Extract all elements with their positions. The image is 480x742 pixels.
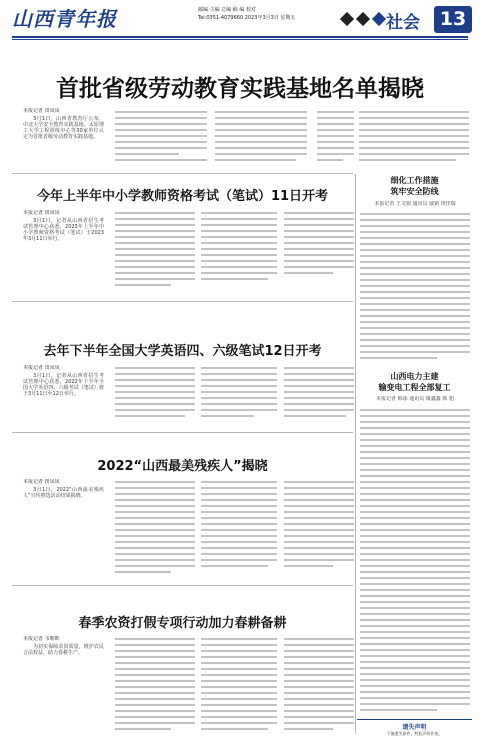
- notice-text: 不慎遗失原件，特此声明作废。: [386, 731, 443, 736]
- lead-story-author: 本报记者 田凤凤: [23, 108, 60, 114]
- article-author: 本报记者 田凤凤: [23, 479, 60, 485]
- article-headline: 今年上半年中小学教师资格考试（笔试）11日开考: [36, 189, 329, 204]
- article-body: [201, 638, 277, 738]
- main-headline: 首批省级劳动教育实践基地名单揭晓: [56, 76, 424, 102]
- article-author: 本报记者 田凤凤: [23, 210, 60, 216]
- article-body: [284, 481, 354, 577]
- lead-story-body: [215, 111, 307, 167]
- article-headline: 2022“山西最美残疾人”揭晓: [97, 459, 268, 474]
- masthead-info-line2: Tel:0351-4079660 2023年3月3日 星期五: [198, 15, 296, 21]
- lead-story-body: [317, 111, 354, 167]
- article-headline: 春季农资打假专项行动加力春耕备耕: [78, 616, 287, 631]
- lead-story-column: [23, 108, 104, 168]
- article-lead: 3月1日，记者从山西省招生考试管理中心获悉，2023年上半年中小学教师资格考试（笔试）于2023年3月11日举行。: [23, 218, 104, 242]
- masthead: [0, 0, 480, 44]
- lead-story-body: [115, 111, 207, 167]
- article-body: [201, 367, 277, 425]
- article-column: [23, 365, 104, 423]
- sidebar-body: [360, 213, 470, 365]
- notice-title: 遗失声明: [402, 724, 427, 731]
- article-headline: 去年下半年全国大学英语四、六级笔试12日开考: [43, 344, 322, 359]
- article-body: [115, 638, 195, 738]
- article-body: [115, 481, 195, 577]
- article-author: 本报记者 田凤凤: [23, 365, 60, 371]
- masthead-info: [198, 6, 295, 22]
- masthead-rule-thin: [12, 39, 468, 40]
- sidebar-body: [360, 409, 470, 715]
- article-column: [23, 636, 104, 736]
- diamond-decoration-icon: [339, 9, 385, 30]
- article-body: [284, 212, 354, 292]
- article-lead: 3月1日，2022“山西最美残疾人”宣传推选活动结果揭晓。: [23, 487, 104, 499]
- section-divider: [12, 432, 353, 433]
- sidebar-headline: 山西电力主建 输变电工程全部复工: [378, 372, 451, 392]
- sidebar-byline: 本报记者 王文娟 通讯员 戚铭 田佳瑞: [374, 201, 456, 207]
- article-body: [284, 367, 354, 425]
- notice-box: [357, 719, 472, 742]
- sidebar-headline: 细化工作措施 筑牢安全防线: [390, 176, 439, 196]
- article-lead: 为切实保障农资质量，维护农民合法权益，助力春耕生产。: [23, 644, 104, 656]
- section-divider: [12, 173, 353, 174]
- masthead-info-line1: 邮编 主编 总编 稿 编 校对: [198, 7, 256, 13]
- section-divider: [12, 585, 353, 586]
- page-number: 13: [434, 6, 472, 33]
- column-divider: [355, 174, 356, 734]
- article-column: [23, 479, 104, 575]
- article-column: [23, 210, 104, 290]
- article-body: [201, 212, 277, 292]
- sidebar: [357, 143, 472, 742]
- sidebar-byline: 本报记者 韩冰 通讯员 康鑫鑫 韩 旭: [376, 396, 454, 402]
- masthead-rule: [12, 36, 468, 38]
- article-author: 本报记者 韦朝晖: [23, 636, 60, 642]
- section-divider: [12, 301, 353, 302]
- article-body: [115, 367, 195, 425]
- lead-story-text: 3月1日，山西省教育厅公布，中北大学安全教育实践基地、太原理工大学工程训练中心等30家单位认定为首批省级劳动教育实践基地。: [23, 116, 104, 140]
- article-body: [284, 638, 354, 738]
- section-name: 社会: [386, 13, 420, 33]
- article-lead: 3月1日，记者从山西省招生考试管理中心获悉，2022年下半年全国大学英语四、六级考试（笔试）将于3月11日至12日举行。: [23, 373, 104, 397]
- article-body: [201, 481, 277, 577]
- newspaper-logo: 山西青年报: [12, 7, 117, 31]
- article-body: [115, 212, 195, 292]
